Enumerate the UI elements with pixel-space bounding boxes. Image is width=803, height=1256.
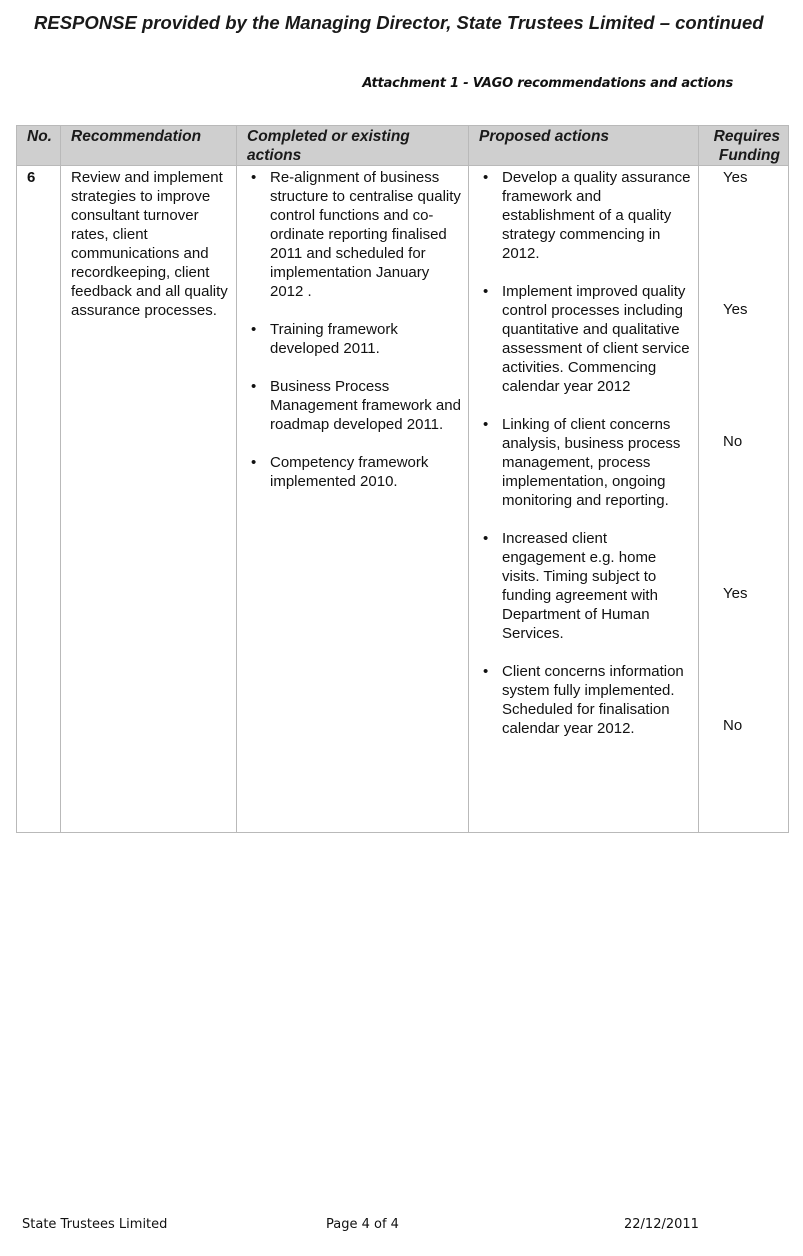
list-item: • Competency framework implemented 2010. (247, 453, 462, 491)
page-title-rest: provided by the Managing Director, State Trustees Limited – continued (136, 12, 764, 33)
funding-value: No (723, 717, 743, 734)
completed-actions-list (247, 168, 462, 491)
column-header-proposed: Proposed actions (469, 126, 699, 166)
table-header-row (17, 126, 789, 166)
list-item: • Training framework developed 2011. (247, 320, 462, 358)
column-header-recommendation: Recommendation (61, 126, 237, 166)
list-item: • Client concerns information system fully implemented. Scheduled for finalisation calendar year 2012. (479, 662, 692, 738)
footer-organisation: State Trustees Limited (22, 1217, 168, 1232)
recommendation-text: Review and implement strategies to improve consultant turnover rates, client communications and recordkeeping, client feedback and all quality assurance processes. (61, 166, 237, 833)
funding-value: Yes (723, 169, 748, 186)
page-title (34, 9, 764, 36)
footer-page-number: Page 4 of 4 (326, 1217, 399, 1232)
list-item: • Linking of client concerns analysis, business process management, process implementation, ongoing monitoring and reporting. (479, 415, 692, 510)
funding-cell (699, 166, 789, 833)
funding-value: Yes (723, 585, 748, 602)
column-header-completed: Completed or existing actions (237, 126, 469, 166)
attachment-label: Attachment 1 - VAGO recommendations and actions (362, 76, 733, 91)
list-item: • Implement improved quality control processes including quantitative and qualitative assessment of client service activities. Commencing calendar year 2012 (479, 282, 692, 396)
proposed-actions-cell (469, 166, 699, 833)
column-header-no: No. (17, 126, 61, 166)
proposed-actions-list (479, 168, 692, 738)
list-item: • Re-alignment of business structure to centralise quality control functions and co-ordinate reporting finalised 2011 and scheduled for implementation January 2012 . (247, 168, 462, 301)
table-row (17, 166, 789, 833)
page-title-emphasis: RESPONSE (34, 12, 137, 33)
footer-date: 22/12/2011 (624, 1217, 699, 1232)
funding-value: Yes (723, 301, 748, 318)
row-number: 6 (17, 166, 61, 833)
list-item: • Develop a quality assurance framework and establishment of a quality strategy commencing in 2012. (479, 168, 692, 263)
list-item: • Business Process Management framework and roadmap developed 2011. (247, 377, 462, 434)
column-header-funding: Requires Funding (699, 126, 789, 166)
completed-actions-cell (237, 166, 469, 833)
recommendations-table (16, 125, 789, 833)
list-item: • Increased client engagement e.g. home visits. Timing subject to funding agreement with Department of Human Services. (479, 529, 692, 643)
funding-value: No (723, 433, 743, 450)
